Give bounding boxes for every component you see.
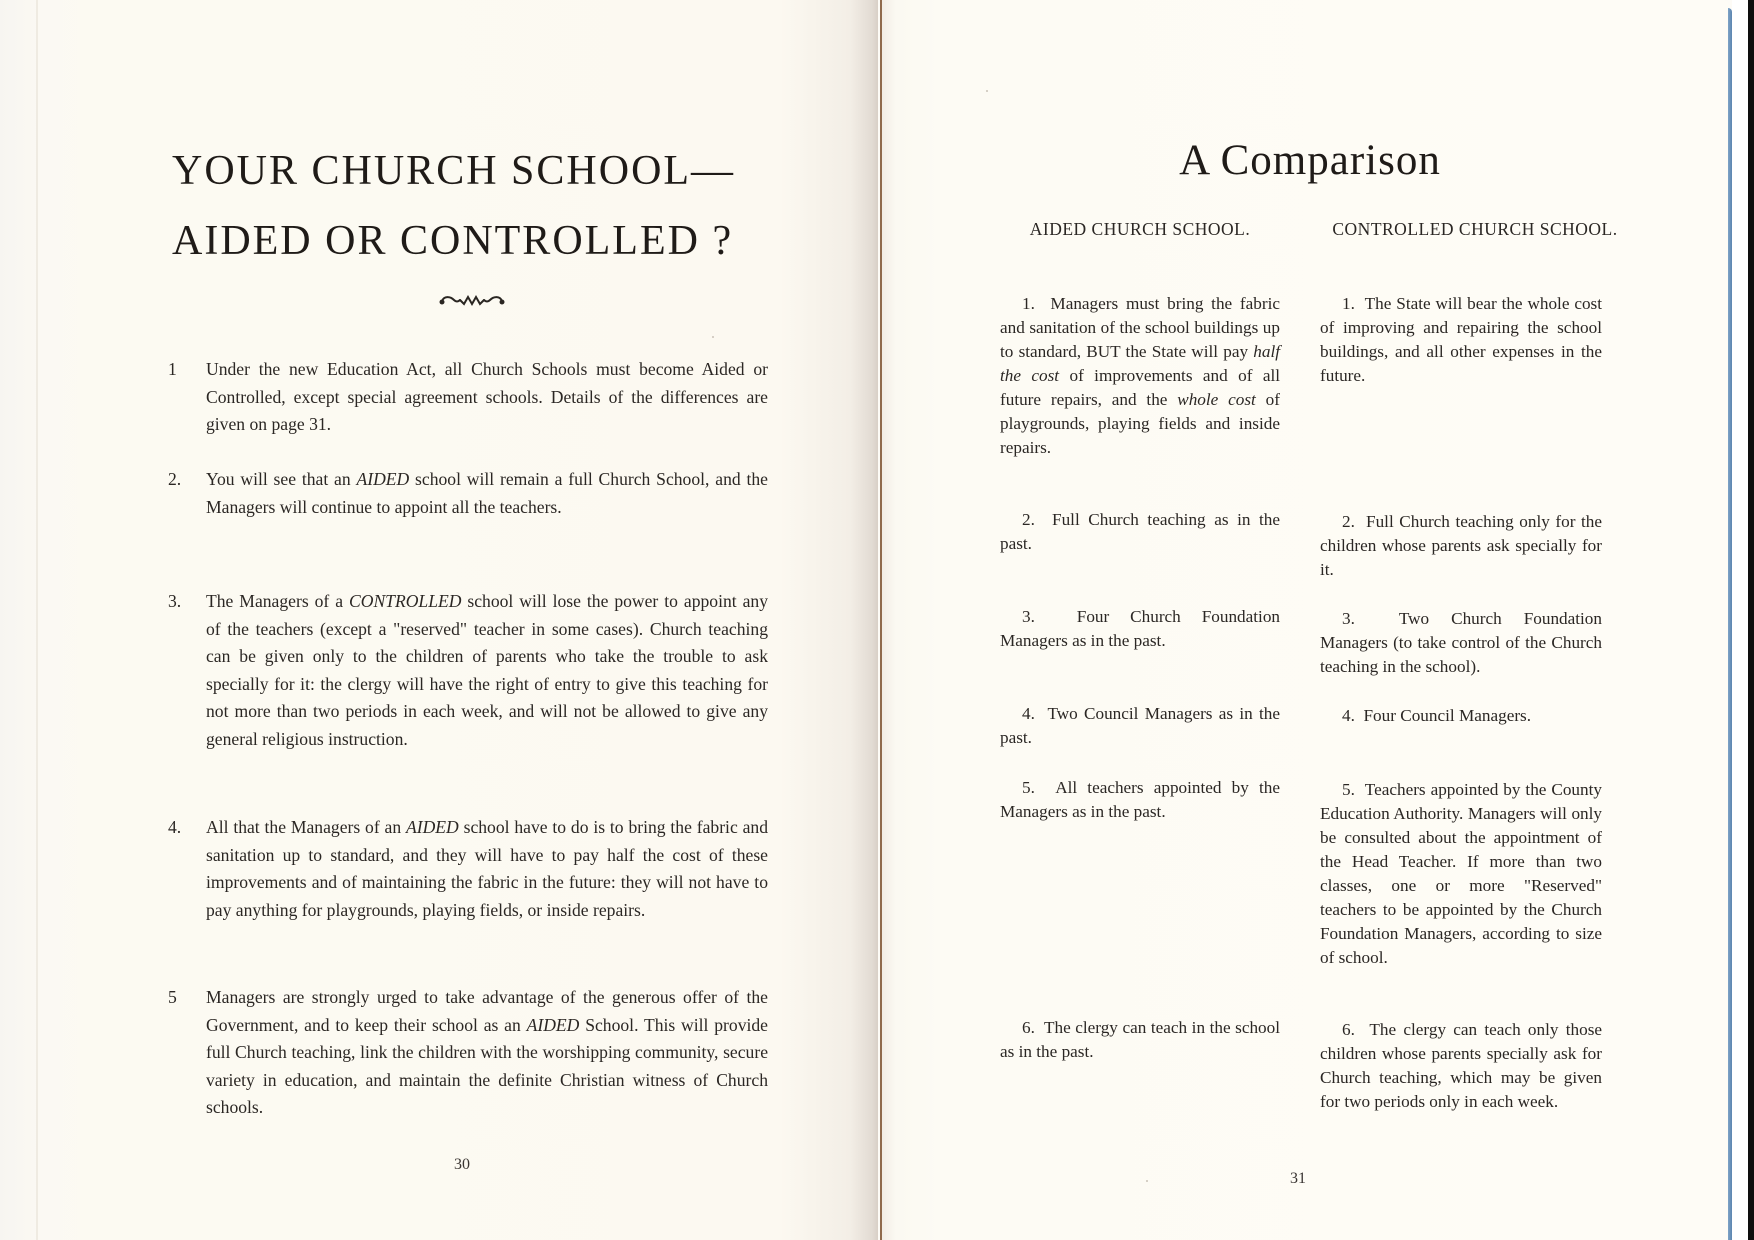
text-run: All that the Managers of an bbox=[206, 817, 406, 837]
paper-speck bbox=[1146, 1180, 1148, 1182]
title-line-2: AIDED OR CONTROLLED ? bbox=[172, 218, 734, 264]
item-text bbox=[1320, 512, 1602, 579]
item-number: 1 bbox=[168, 359, 177, 379]
aided-item bbox=[1000, 776, 1280, 824]
column-heading-aided: AIDED CHURCH SCHOOL. bbox=[1029, 219, 1251, 239]
paper-speck bbox=[986, 90, 988, 92]
item-text bbox=[1000, 1018, 1280, 1061]
text-run: Managers must bring the fabric and sanitation of the school buildings up to standard, BUT the State will pay bbox=[1000, 294, 1281, 361]
aided-item bbox=[1000, 605, 1280, 653]
item-number: 5. bbox=[1022, 778, 1035, 797]
emphasis-text: half the cost bbox=[1000, 342, 1280, 385]
scroll-flourish-ornament-icon bbox=[436, 292, 508, 308]
emphasis-text: CONTROLLED bbox=[349, 591, 462, 611]
text-run: school will remain a full Church School, and the Managers will continue to appoint all the teachers. bbox=[206, 469, 768, 517]
text-run: The State will bear the whole cost of improving and repairing the school buildings, and all other expenses in the future. bbox=[1320, 294, 1603, 385]
emphasis-text: AIDED bbox=[526, 1014, 580, 1035]
item-number: 5. bbox=[1342, 780, 1355, 799]
list-item bbox=[168, 356, 768, 439]
item-number: 3. bbox=[1022, 607, 1035, 626]
text-run: of playgrounds, playing fields and inside repairs. bbox=[1000, 390, 1280, 457]
text-run: school will lose the power to appoint any of the teachers (except a "reserved" teacher in some cases). Church teaching can be given only to the children of parents who take the trouble to ask specially for it: the clergy will have the right of entry to give this teaching for not more than two periods in each week, and will not be allowed to give any general religious instruction. bbox=[206, 591, 769, 749]
text-run: You will see that an bbox=[206, 469, 357, 489]
list-item bbox=[168, 984, 768, 1122]
item-number: 4. bbox=[168, 817, 182, 837]
page-number-right: 31 bbox=[1290, 1170, 1306, 1187]
text-run: The clergy can teach in the school as in the past. bbox=[1000, 1018, 1281, 1061]
aided-item bbox=[1000, 508, 1280, 556]
text-run: Four Church Foundation Managers as in the past. bbox=[1000, 607, 1281, 650]
text-run: Full Church teaching only for the children whose parents ask specially for it. bbox=[1320, 512, 1602, 579]
item-text bbox=[1363, 706, 1531, 725]
text-run: The clergy can teach only those children whose parents specially ask for Church teaching, which may be given for two periods only in each week. bbox=[1320, 1020, 1603, 1111]
item-text bbox=[206, 359, 768, 434]
text-run: Managers are strongly urged to take advantage of the generous offer of the Government, and to keep their school as an bbox=[206, 987, 768, 1035]
item-number: 2. bbox=[1022, 510, 1035, 529]
emphasis-text: AIDED bbox=[406, 817, 459, 837]
aided-item bbox=[1000, 1016, 1280, 1064]
item-number: 3. bbox=[168, 591, 182, 611]
emphasis-text: whole cost bbox=[1177, 390, 1256, 409]
item-text bbox=[206, 817, 768, 920]
item-text bbox=[1000, 294, 1280, 457]
item-number: 2. bbox=[1342, 512, 1355, 531]
item-text bbox=[1320, 1020, 1602, 1111]
item-number: 6. bbox=[1342, 1020, 1355, 1039]
scan-border bbox=[1748, 0, 1754, 1240]
controlled-item bbox=[1320, 607, 1602, 679]
text-run: Full Church teaching as in the past. bbox=[1000, 510, 1281, 553]
controlled-item bbox=[1320, 1018, 1602, 1114]
item-number: 3. bbox=[1342, 609, 1355, 628]
aided-item bbox=[1000, 702, 1280, 750]
paper-speck bbox=[712, 336, 714, 338]
item-text bbox=[1320, 609, 1602, 676]
title-line-1: YOUR CHURCH SCHOOL— bbox=[172, 148, 736, 194]
item-number: 6. bbox=[1022, 1018, 1035, 1037]
text-run: The Managers of a bbox=[206, 591, 349, 611]
item-text bbox=[1000, 778, 1280, 821]
item-text bbox=[206, 987, 768, 1117]
page-number-left: 30 bbox=[454, 1156, 470, 1173]
text-run: Two Church Foundation Managers (to take control of the Church teaching in the school). bbox=[1320, 609, 1602, 676]
item-number: 1. bbox=[1022, 294, 1035, 313]
text-run: All teachers appointed by the Managers as in the past. bbox=[1000, 778, 1280, 821]
item-text bbox=[1000, 704, 1280, 747]
column-heading-controlled: CONTROLLED CHURCH SCHOOL. bbox=[1332, 219, 1618, 239]
item-text bbox=[1000, 510, 1280, 553]
list-item bbox=[168, 588, 768, 754]
comparison-title: A Comparison bbox=[1179, 137, 1441, 184]
item-text bbox=[206, 591, 768, 749]
item-text bbox=[1000, 607, 1280, 650]
list-item bbox=[168, 466, 768, 521]
item-number: 1. bbox=[1342, 294, 1355, 313]
text-run: School. This will provide full Church teaching, link the children with the worshipping community, secure variety in education, and maintain the definite Christian witness of Church schools. bbox=[206, 1014, 768, 1118]
item-number: 5 bbox=[168, 987, 177, 1007]
item-number: 4. bbox=[1342, 706, 1355, 725]
emphasis-text: AIDED bbox=[356, 469, 410, 489]
item-text bbox=[206, 469, 768, 517]
left-page-title bbox=[172, 136, 792, 276]
text-run: school have to do is to bring the fabric and sanitation up to standard, and they will have to pay half the cost of these improvements and of maintaining the fabric in the future: they will not have to pay anything for playgrounds, playing fields, or inside repairs. bbox=[206, 817, 768, 920]
item-text bbox=[1320, 780, 1602, 967]
item-number: 2. bbox=[168, 469, 182, 489]
list-item bbox=[168, 814, 768, 924]
controlled-item bbox=[1320, 704, 1602, 728]
controlled-item bbox=[1320, 292, 1602, 388]
item-text bbox=[1320, 294, 1602, 385]
text-run: Two Council Managers as in the past. bbox=[1000, 704, 1281, 747]
text-run: Under the new Education Act, all Church Schools must become Aided or Controlled, except special agreement schools. Details of the differences are given on page 31. bbox=[206, 359, 768, 435]
text-run: Teachers appointed by the County Education Authority. Managers will only be consulted about the appointment of the Head Teacher. If more than two classes, one or more "Reserved" teachers to be appointed by the Church Foundation Managers, according to size of school. bbox=[1320, 780, 1602, 967]
text-run: Four Council Managers. bbox=[1363, 706, 1532, 725]
aided-item bbox=[1000, 292, 1280, 460]
text-run: of improvements and of all future repairs, and the bbox=[1000, 366, 1280, 409]
item-number: 4. bbox=[1022, 704, 1035, 723]
controlled-item bbox=[1320, 510, 1602, 582]
controlled-item bbox=[1320, 778, 1602, 970]
